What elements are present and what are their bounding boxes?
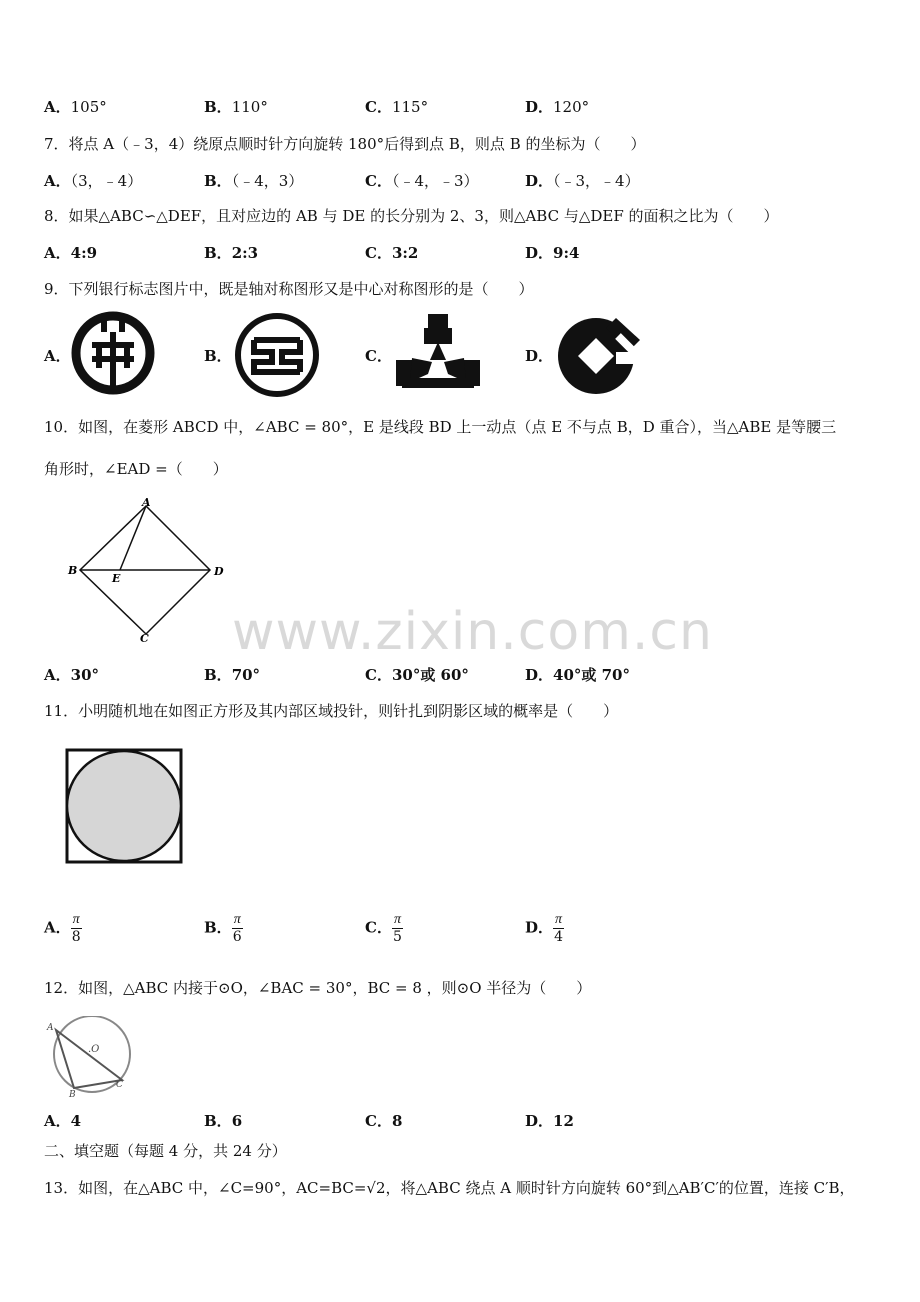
q12-stem: 12．如图，△ABC 内接于⊙O，∠BAC = 30°，BC = 8 ，则⊙O 半径为（ ） <box>44 979 592 997</box>
q10-option-d: D．40°或 70° <box>525 666 630 684</box>
q8-option-a: A．4:9 <box>44 244 98 262</box>
q6-option-b: B．110° <box>204 98 268 116</box>
square-circle-figure <box>64 747 186 865</box>
q8-stem: 8．如果△ABC∽△DEF，且对应边的 AB 与 DE 的长分别为 2、3，则△ABC 与△DEF 的面积之比为（ ） <box>44 207 779 225</box>
q6-option-a: A．105° <box>44 98 107 116</box>
q9-label-b: B． <box>204 347 232 365</box>
circle-label-c: C <box>116 1080 123 1090</box>
q12-option-b: B．6 <box>204 1112 243 1130</box>
q6-option-c: C．115° <box>365 98 429 116</box>
q11-option-d: D． $\frac{\pi}{4}$ <box>525 912 563 945</box>
rhombus-label-d: D <box>214 565 224 578</box>
q8-option-d: D．9:4 <box>525 244 580 262</box>
bank-logo-b-image <box>232 310 322 400</box>
q7-option-c: C．（﹣4，﹣3） <box>365 172 479 190</box>
q9-label-c: C． <box>365 347 392 365</box>
q8-option-c: C．3:2 <box>365 244 419 262</box>
q12-option-d: D．12 <box>525 1112 574 1130</box>
q9-label-a: A． <box>44 347 71 365</box>
q10-stem-line2: 角形时，∠EAD =（ ） <box>44 460 228 478</box>
q7-option-b: B．（﹣4，3） <box>204 172 304 190</box>
rhombus-label-c: C <box>140 632 149 645</box>
q7-stem: 7．将点 A（﹣3，4）绕原点顺时针方向旋转 180°后得到点 B，则点 B 的坐标为（ ） <box>44 135 646 153</box>
inscribed-triangle-figure <box>44 1016 136 1098</box>
watermark: www.zixin.com.cn <box>232 602 713 662</box>
bank-logo-d-image <box>556 308 642 398</box>
q6-option-d: D．120° <box>525 98 590 116</box>
q11-option-a: A． $\frac{\pi}{8}$ <box>44 912 81 945</box>
q13-stem: 13．如图，在△ABC 中，∠C=90°，AC=BC=√2，将△ABC 绕点 A 顺时针方向旋转 60°到△AB′C′的位置，连接 C′B， <box>44 1179 855 1197</box>
q11-option-c: C． $\frac{\pi}{5}$ <box>365 912 402 945</box>
q11-option-b: B． $\frac{\pi}{6}$ <box>204 912 242 945</box>
q10-stem-line1: 10．如图，在菱形 ABCD 中，∠ABC = 80°，E 是线段 BD 上一动点（点 E 不与点 B，D 重合），当△ABE 是等腰三 <box>44 418 837 436</box>
q10-option-a: A．30° <box>44 666 100 684</box>
q9-label-d: D． <box>525 347 554 365</box>
rhombus-figure <box>64 494 236 646</box>
q12-option-c: C．8 <box>365 1112 403 1130</box>
q10-option-b: B．70° <box>204 666 261 684</box>
q9-stem: 9．下列银行标志图片中，既是轴对称图形又是中心对称图形的是（ ） <box>44 280 534 298</box>
q11-stem: 11．小明随机地在如图正方形及其内部区域投针，则针扎到阴影区域的概率是（ ） <box>44 702 619 720</box>
rhombus-label-a: A <box>142 496 151 509</box>
circle-center-label: .O <box>88 1044 100 1055</box>
q7-option-a: A．（3，﹣4） <box>44 172 143 190</box>
bank-logo-a-image <box>68 310 158 396</box>
q10-option-c: C．30°或 60° <box>365 666 469 684</box>
rhombus-label-e: E <box>112 572 121 585</box>
rhombus-label-b: B <box>68 564 78 577</box>
section-2-heading: 二、填空题（每题 4 分，共 24 分） <box>44 1142 287 1160</box>
q12-option-a: A．4 <box>44 1112 82 1130</box>
q8-option-b: B．2:3 <box>204 244 259 262</box>
circle-label-b: B <box>69 1090 76 1098</box>
bank-logo-c-image <box>392 312 484 392</box>
q7-option-d: D．（﹣3，﹣4） <box>525 172 640 190</box>
circle-label-a: A <box>47 1023 54 1033</box>
